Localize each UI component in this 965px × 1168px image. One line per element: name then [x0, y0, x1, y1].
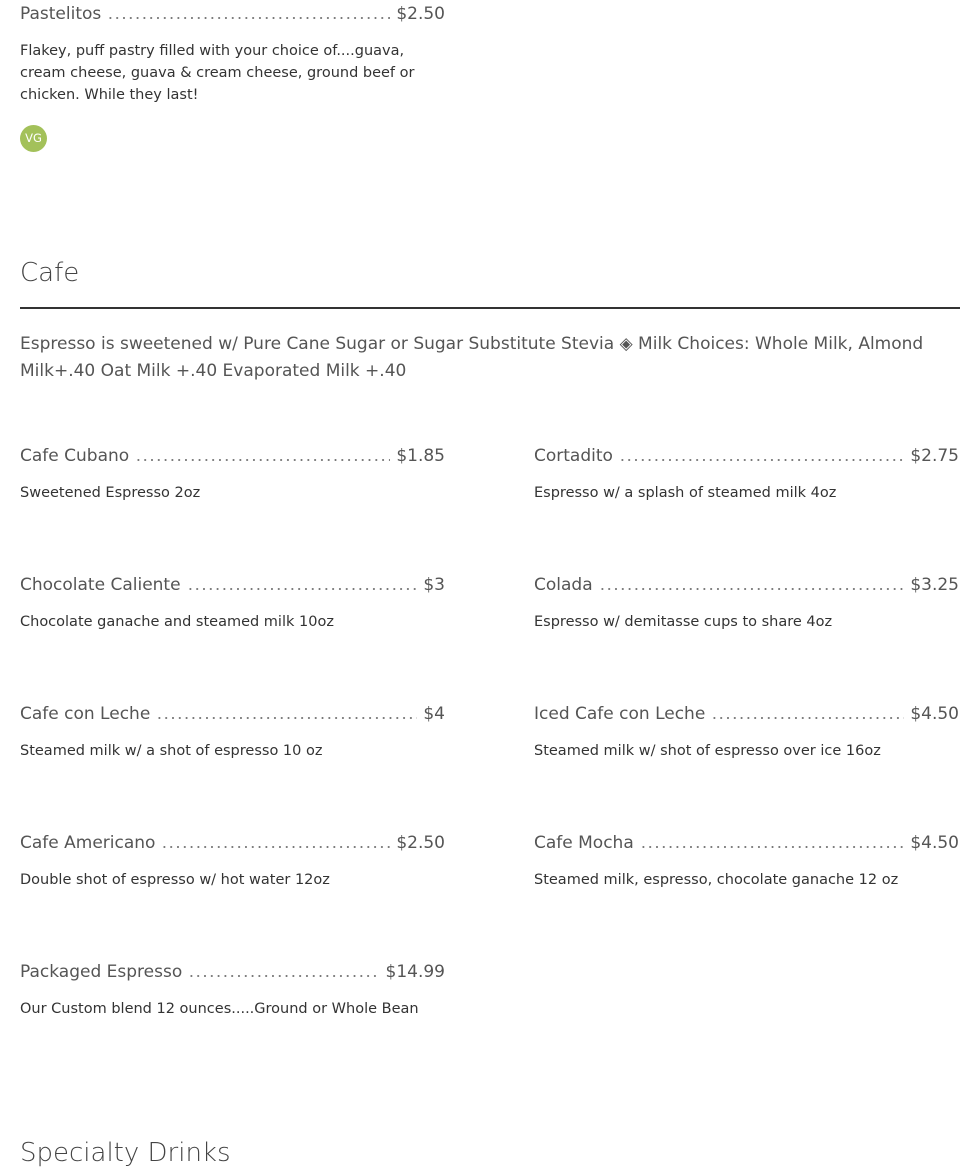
- dot-leader: [187, 586, 418, 592]
- menu-item-description: Chocolate ganache and steamed milk 10oz: [20, 614, 334, 630]
- dot-leader: [161, 844, 390, 850]
- menu-item: [20, 833, 445, 853]
- menu-item-description: Our Custom blend 12 ounces.....Ground or Whole Bean: [20, 1001, 419, 1017]
- menu-item: [534, 446, 959, 466]
- menu-item-name: Cafe Cubano: [20, 446, 130, 466]
- menu-item-description: Sweetened Espresso 2oz: [20, 485, 201, 501]
- menu-item: [20, 446, 445, 466]
- section-divider: [20, 307, 960, 309]
- menu-item-name: Colada: [534, 575, 593, 595]
- menu-item-pastelitos: [20, 4, 445, 24]
- menu-item-name: Packaged Espresso: [20, 962, 183, 982]
- dot-leader: [711, 715, 904, 721]
- section-title-cafe: Cafe: [20, 258, 80, 288]
- dot-leader: [156, 715, 417, 721]
- dot-leader: [107, 15, 390, 21]
- menu-item-price: $3.25: [910, 575, 959, 595]
- section-note: Espresso is sweetened w/ Pure Cane Sugar or Sugar Substitute Stevia ◈ Milk Choices: Whole Milk, Almond Milk+.40 Oat Milk +.40 Evaporated Milk +.40: [20, 334, 924, 381]
- menu-item-price: $2.75: [910, 446, 959, 466]
- menu-item-name: Chocolate Caliente: [20, 575, 181, 595]
- menu-item-price: $4: [423, 704, 445, 724]
- menu-item: [20, 575, 445, 595]
- dot-leader: [640, 844, 905, 850]
- menu-item: [20, 704, 445, 724]
- dot-leader: [619, 457, 904, 463]
- menu-item: [534, 704, 959, 724]
- menu-item-description: Espresso w/ demitasse cups to share 4oz: [534, 614, 833, 630]
- menu-item-price: $3: [423, 575, 445, 595]
- vegetarian-badge-icon: VG: [20, 125, 47, 152]
- menu-item-name: Pastelitos: [20, 4, 102, 24]
- section-title-specialty-drinks: Specialty Drinks: [20, 1138, 231, 1168]
- menu-item-price: $4.50: [910, 704, 959, 724]
- menu-item-price: $1.85: [396, 446, 445, 466]
- menu-item-description: Steamed milk, espresso, chocolate ganache 12 oz: [534, 872, 899, 888]
- menu-item-price: $2.50: [396, 4, 445, 24]
- menu-item-name: Cafe Mocha: [534, 833, 634, 853]
- menu-item: [534, 575, 959, 595]
- menu-item-price: $2.50: [396, 833, 445, 853]
- menu-item-description: Steamed milk w/ a shot of espresso 10 oz: [20, 743, 323, 759]
- menu-item: [534, 833, 959, 853]
- dot-leader: [188, 973, 379, 979]
- menu-item-name: Iced Cafe con Leche: [534, 704, 706, 724]
- menu-item-name: Cafe con Leche: [20, 704, 151, 724]
- menu-item-price: $14.99: [385, 962, 445, 982]
- menu-item-description: Double shot of espresso w/ hot water 12oz: [20, 872, 330, 888]
- dot-leader: [599, 586, 905, 592]
- dot-leader: [135, 457, 390, 463]
- menu-item-price: $4.50: [910, 833, 959, 853]
- menu-item-description: Flakey, puff pastry filled with your choice of....guava, cream cheese, guava & cream cheese, ground beef or chicken. While they last!: [20, 43, 415, 103]
- menu-item-description: Espresso w/ a splash of steamed milk 4oz: [534, 485, 837, 501]
- menu-item-description: Steamed milk w/ shot of espresso over ice 16oz: [534, 743, 881, 759]
- menu-item: [20, 962, 445, 982]
- menu-item-name: Cafe Americano: [20, 833, 156, 853]
- menu-item-name: Cortadito: [534, 446, 613, 466]
